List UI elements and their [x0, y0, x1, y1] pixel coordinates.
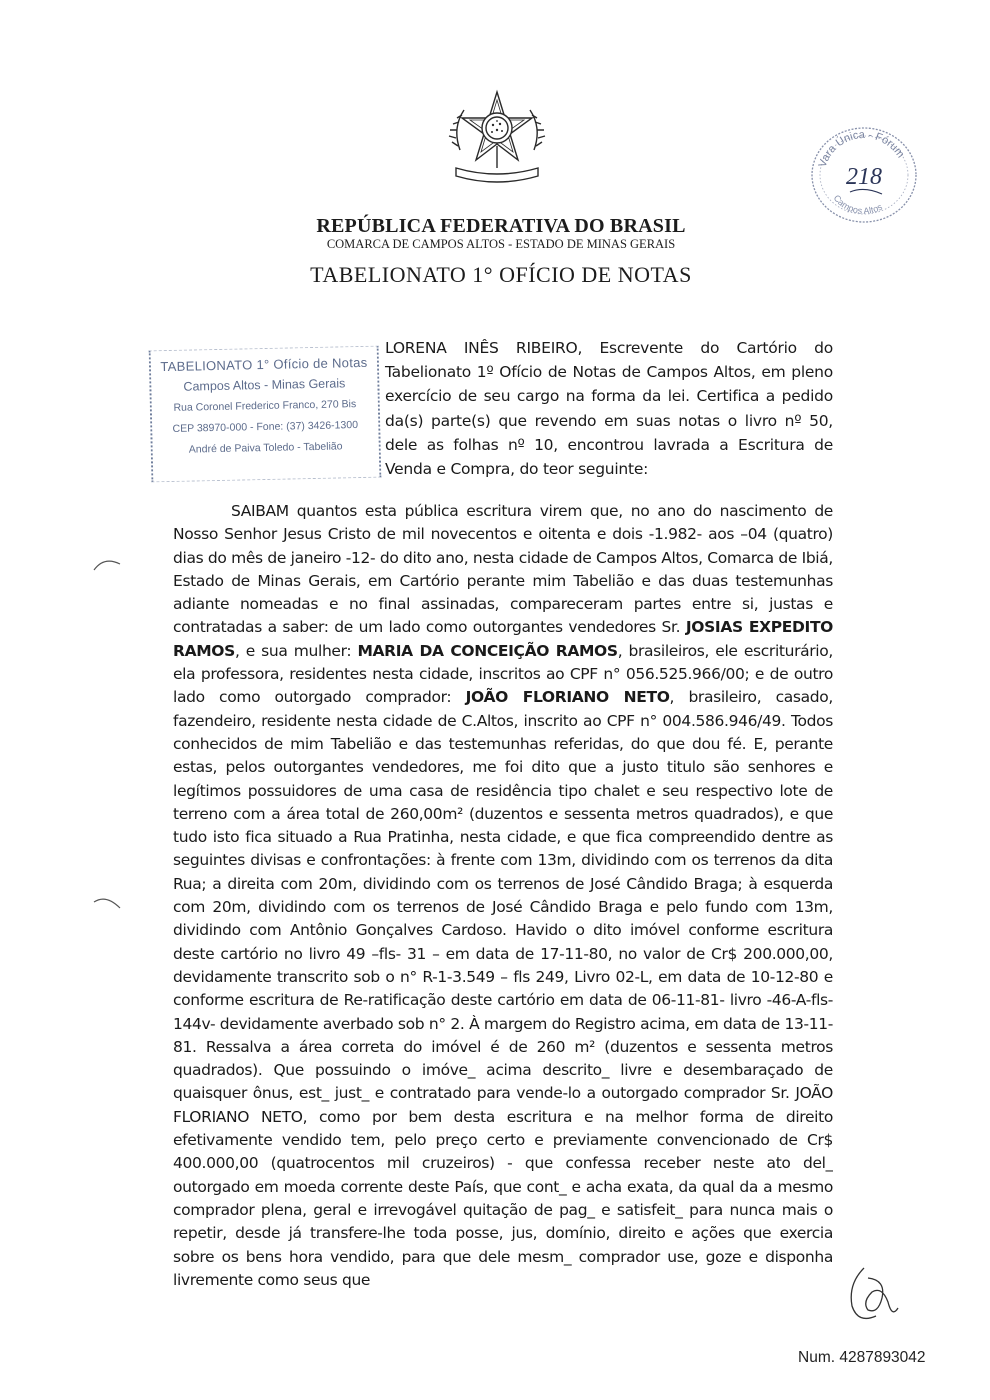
stamp-line-city: Campos Altos - Minas Gerais	[183, 376, 346, 394]
punch-hole-mark	[92, 892, 122, 914]
buyer-name: JOÃO FLORIANO NETO	[465, 688, 670, 707]
handwritten-initials	[842, 1262, 904, 1330]
punch-hole-mark	[92, 552, 122, 574]
stamp-line-phone: CEP 38970-000 - Fone: (37) 3426-1300	[172, 419, 359, 435]
certificate-paragraph: LORENA INÊS RIBEIRO, Escrevente do Cartório do Tabelionato 1º Ofício de Notas de Campos Altos, em pleno exercício de seu cargo na forma da lei. Certifica a pedido da(s) parte(s) que revendo em suas notas o livro nº 50, dele as folhas nº 10, encontrou lavrada a Escritura de Venda e Compra, do teor seguinte:	[385, 339, 833, 479]
stamp-line-notary: André de Paiva Toledo - Tabelião	[188, 440, 343, 456]
notary-ink-stamp	[149, 346, 382, 483]
republic-title: REPÚBLICA FEDERATIVA DO BRASIL	[316, 215, 686, 237]
stamp-line-address: Rua Coronel Frederico Franco, 270 Bis	[173, 398, 357, 414]
coat-of-arms-emblem	[442, 88, 552, 196]
svg-text:Campos Altos: Campos Altos	[831, 192, 884, 216]
svg-text:Vara Única - Fórum: Vara Única - Fórum	[816, 128, 907, 170]
document-number: Num. 4287893042	[798, 1349, 926, 1366]
notary-office-title: TABELIONATO 1° OFÍCIO DE NOTAS	[310, 262, 692, 287]
seller-spouse-name: MARIA DA CONCEIÇÃO RAMOS	[357, 641, 618, 660]
svg-text:218: 218	[846, 164, 882, 190]
seller-name: JOSIAS EXPEDITO RAMOS	[173, 618, 833, 660]
comarca-subtitle: COMARCA DE CAMPOS ALTOS - ESTADO DE MINAS GERAIS	[326, 237, 676, 251]
deed-text	[173, 500, 833, 1320]
stamp-line-office: TABELIONATO 1° Ofício de Notas	[160, 354, 368, 375]
court-seal-stamp	[806, 122, 922, 228]
deed-paragraph: SAIBAM quantos esta pública escritura virem que, no ano do nascimento de Nosso Senhor Jesus Cristo de mil novecentos e oitenta e dois -1.982- aos –04 (quatro) dias do mês de janeiro -12- do dito ano, nesta cidade de Campos Altos, Comarca de Ibiá, Estado de Minas Gerais, em Cartório perante mim Tabelião e das duas testemunhas adiante nomeadas e no final assinadas, compareceram partes entre si, justas e contratadas a saber: de um lado como outorgantes vendedores Sr. JOSIAS EXPEDITO RAMOS, e sua mulher: MARIA DA CONCEIÇÃO RAMOS, brasileiros, ele escriturário, ela professora, residentes nesta cidade, inscritos ao CPF n° 056.525.966/00; e de outro lado como outorgado comprador: JOÃO FLORIANO NETO, brasileiro, casado, fazendeiro, residente nesta cidade de C.Altos, inscrito ao CPF n° 004.586.946/49. Todos conhecidos de mim Tabelião e das testemunhas referidas, do que dou fé. E, perante estas, pelos outorgantes vendedores, me foi dito que a justo titulo são senhores e legítimos possuidores de uma casa de residência tipo chalet e seu respectivo lote de terreno com a área total de 260,00m² (duzentos e sessenta metros quadrados), e que tudo isto fica situado a Rua Pratinha, nesta cidade, e que fica compreendido dentre as seguintes divisas e confrontações: à frente com 13m, dividindo com os terrenos da dita Rua; a direita com 20m, dividindo com os terrenos de José Cândido Braga; à esquerda com 20m, dividindo com os terrenos de José Cândido Braga e pelo fundo com 13m, dividindo com Antônio Gonçalves Cardoso. Havido o dito imóvel conforme escritura deste cartório no livro 49 –fls- 31 – em data de 17-11-80, no valor de Cr$ 200.000,00, devidamente transcrito sob o n° R-1-3.549 – fls 249, Livro 02-L, em data de 10-12-80 e conforme escritura de Re-ratificação deste cartório em data de 06-11-81- livro -46-A-fls-144v- devidamente averbado sob n° 2. À margem do Registro acima, em data de 13-11-81. Ressalva a área correta do imóvel é de 260 m² (duzentos e sessenta metros quadrados). Que possuindo o imóve_ acima descrito_ livre e desembaraçado de quaisquer ônus, est_ just_ e contratado para vende-lo a outorgado comprador Sr. JOÃO FLORIANO NETO, como por bem desta escritura e na melhor forma de direito efetivamente vendido tem, pelo preço certo e previamente convencionado de Cr$ 400.000,00 (quatrocentos mil cruzeiros) - que confessa receber neste ato del_ outorgado em moeda corrente deste País, que cont_ e acha exata, da qual da a mesmo comprador plena, geral e irrevogável quitação de pag_ e satisfeit_ para nunca mais o repetir, desde já transfere-lhe toda posse, jus, domínio, direito e ações que exercia sobre os bens hora vendido, para que dele mesm_ comprador use, goze e disponha livremente como seus que	[173, 502, 833, 1289]
